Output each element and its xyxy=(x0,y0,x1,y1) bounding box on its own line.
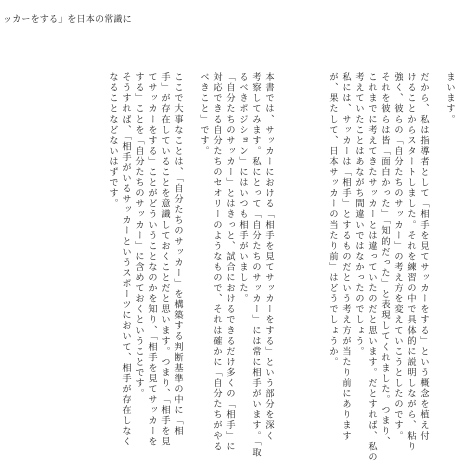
text-line: それを彼らは皆「面白かった」「知的だった」と表現してくれました。つまり、 xyxy=(379,72,390,448)
text-line: なることなどないはずです。 xyxy=(107,72,118,210)
text-line: 考察してみます。私にとって「自分たちのサッカー」には常に相手がいます。「取 xyxy=(250,72,261,458)
text-line: けることからスタートしました。それを練習の中で具体的に説明しながら、粘り xyxy=(405,72,416,452)
text-line: 「自分たちのサッカー」とはきっと、試合におけるできるだけ多くの「相手」に xyxy=(224,72,235,452)
running-head: ッカーをする」を日本の常識に xyxy=(3,15,132,25)
text-line: 強く、彼らの「自分たちのサッカー」の考え方を変えていこうとしたのです。 xyxy=(392,72,403,442)
text-line: だから、私は指導者として「相手を見てサッカーをする」という概念を植え付 xyxy=(418,72,429,442)
text-line: てサッカーをする」ことがどういうことなのかを知り、「相手を見てサッカーを xyxy=(146,72,157,448)
text-line: るべきポジション」にはいつも相手がいました。 xyxy=(237,72,248,305)
text-line: が、果たして、日本サッカーの当たり前」はどうでしょうか。 xyxy=(327,72,338,368)
text-line: 手」が存在していることを意識しておくことだと思います。つまり、「相手を見 xyxy=(159,72,170,448)
text-line: する」ことを「自分たちのサッカー」に含めておくということです。 xyxy=(133,72,144,400)
text-line: 考えていたことはあながち間違いではなかったのでしょう。 xyxy=(353,72,364,357)
text-line: 本書では、サッカーにおける「相手を見てサッカーをする」という部分を深く xyxy=(263,72,274,442)
text-line: 対応できる自分たちのセオリーのようなもので、それは確かに「自分たちがやる xyxy=(211,72,222,452)
text-line: これまでに考えてきたサッカーとは違っていたのだと思います。だとすれば、私の xyxy=(366,72,377,462)
text-line: べきこと」です。 xyxy=(198,72,209,157)
text-line: 私には、サッカーは「相手」とするものだという考え方が当たり前にあります xyxy=(340,72,351,442)
text-line: ここで大事なことは、「自分たちのサッカー」を構築する判断基準の中に「相 xyxy=(172,72,183,437)
text-line: まいます。 xyxy=(444,72,455,125)
text-line: そうすれば、「相手がいるサッカーというスポーツにおいて、相手が存在しなく xyxy=(120,72,131,448)
